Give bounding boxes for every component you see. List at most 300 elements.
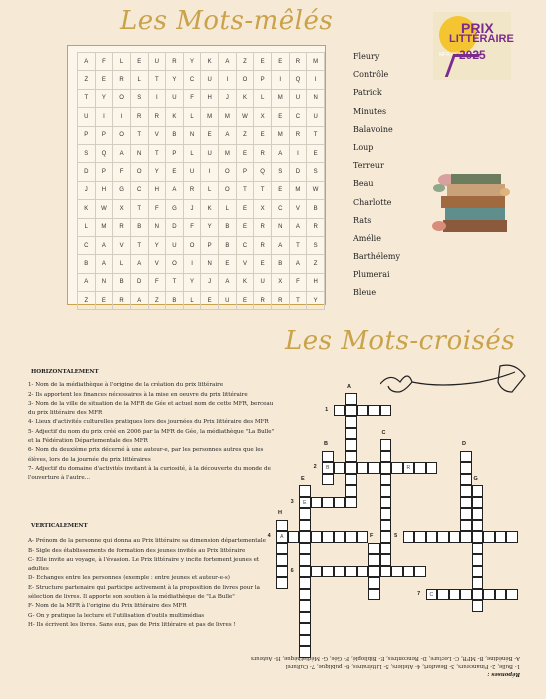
grid-cell[interactable]: D: [78, 163, 96, 181]
crossword-cell[interactable]: [414, 462, 426, 474]
grid-cell[interactable]: T: [148, 144, 166, 162]
grid-cell[interactable]: B: [130, 218, 148, 236]
grid-cell[interactable]: Y: [148, 236, 166, 254]
grid-cell[interactable]: O: [219, 181, 237, 199]
grid-cell[interactable]: U: [78, 108, 96, 126]
crossword-cell[interactable]: [334, 531, 346, 543]
crossword-cell[interactable]: [299, 531, 311, 543]
crossword-cell[interactable]: [449, 589, 461, 601]
crossword-cell[interactable]: [380, 543, 392, 555]
grid-cell[interactable]: L: [130, 71, 148, 89]
grid-cell[interactable]: Z: [148, 292, 166, 310]
crossword-cell[interactable]: [368, 566, 380, 578]
grid-cell[interactable]: E: [254, 126, 272, 144]
crossword-cell[interactable]: [506, 589, 518, 601]
grid-cell[interactable]: V: [236, 255, 254, 273]
grid-cell[interactable]: M: [219, 108, 237, 126]
grid-cell[interactable]: F: [148, 200, 166, 218]
grid-cell[interactable]: P: [254, 71, 272, 89]
crossword-cell[interactable]: [357, 531, 369, 543]
grid-cell[interactable]: R: [254, 144, 272, 162]
grid-cell[interactable]: M: [201, 108, 219, 126]
grid-cell[interactable]: K: [201, 53, 219, 71]
grid-cell[interactable]: C: [130, 181, 148, 199]
grid-cell[interactable]: R: [307, 218, 325, 236]
grid-cell[interactable]: Q: [289, 71, 307, 89]
grid-cell[interactable]: R: [113, 71, 131, 89]
grid-cell[interactable]: F: [113, 163, 131, 181]
grid-cell[interactable]: Y: [201, 218, 219, 236]
crossword-cell[interactable]: [345, 462, 357, 474]
grid-cell[interactable]: B: [307, 200, 325, 218]
crossword-cell[interactable]: [322, 566, 334, 578]
crossword-cell[interactable]: [460, 497, 472, 509]
crossword-cell[interactable]: B: [322, 462, 334, 474]
grid-cell[interactable]: A: [78, 53, 96, 71]
grid-cell[interactable]: I: [183, 255, 201, 273]
grid-cell[interactable]: T: [307, 126, 325, 144]
grid-cell[interactable]: R: [289, 126, 307, 144]
crossword-cell[interactable]: E: [299, 497, 311, 509]
grid-cell[interactable]: P: [166, 144, 184, 162]
grid-cell[interactable]: S: [271, 163, 289, 181]
grid-cell[interactable]: N: [130, 144, 148, 162]
grid-cell[interactable]: U: [183, 163, 201, 181]
crossword-cell[interactable]: [368, 577, 380, 589]
crossword-cell[interactable]: [276, 566, 288, 578]
grid-cell[interactable]: A: [271, 236, 289, 254]
crossword-cell[interactable]: [345, 428, 357, 440]
crossword-cell[interactable]: [472, 485, 484, 497]
grid-cell[interactable]: E: [236, 218, 254, 236]
grid-cell[interactable]: A: [219, 273, 237, 291]
grid-cell[interactable]: B: [271, 255, 289, 273]
grid-cell[interactable]: Y: [95, 89, 113, 107]
grid-cell[interactable]: U: [289, 89, 307, 107]
grid-cell[interactable]: B: [78, 255, 96, 273]
grid-cell[interactable]: G: [166, 200, 184, 218]
crossword-cell[interactable]: [403, 531, 415, 543]
grid-cell[interactable]: U: [219, 292, 237, 310]
grid-cell[interactable]: Y: [183, 273, 201, 291]
crossword-cell[interactable]: [299, 589, 311, 601]
crossword-cell[interactable]: [472, 531, 484, 543]
grid-cell[interactable]: N: [95, 273, 113, 291]
grid-cell[interactable]: Z: [236, 53, 254, 71]
grid-cell[interactable]: N: [148, 218, 166, 236]
grid-cell[interactable]: M: [289, 181, 307, 199]
crossword-cell[interactable]: [437, 531, 449, 543]
grid-cell[interactable]: T: [166, 273, 184, 291]
grid-cell[interactable]: P: [95, 126, 113, 144]
grid-cell[interactable]: M: [271, 89, 289, 107]
grid-cell[interactable]: V: [148, 126, 166, 144]
grid-cell[interactable]: X: [254, 200, 272, 218]
crossword-cell[interactable]: [495, 531, 507, 543]
grid-cell[interactable]: A: [95, 255, 113, 273]
grid-cell[interactable]: L: [113, 255, 131, 273]
grid-cell[interactable]: L: [254, 89, 272, 107]
grid-cell[interactable]: B: [166, 126, 184, 144]
crossword-cell[interactable]: [472, 508, 484, 520]
crossword-cell[interactable]: [299, 600, 311, 612]
crossword-cell[interactable]: [322, 474, 334, 486]
crossword-cell[interactable]: [276, 577, 288, 589]
crossword-cell[interactable]: [345, 416, 357, 428]
crossword-cell[interactable]: [345, 474, 357, 486]
crossword-cell[interactable]: [437, 589, 449, 601]
crossword-cell[interactable]: [368, 543, 380, 555]
grid-cell[interactable]: R: [166, 53, 184, 71]
grid-cell[interactable]: L: [113, 53, 131, 71]
crossword-cell[interactable]: [276, 554, 288, 566]
grid-cell[interactable]: D: [289, 163, 307, 181]
grid-cell[interactable]: A: [95, 236, 113, 254]
grid-cell[interactable]: B: [219, 218, 237, 236]
grid-cell[interactable]: L: [78, 218, 96, 236]
grid-cell[interactable]: O: [113, 89, 131, 107]
grid-cell[interactable]: Y: [183, 53, 201, 71]
grid-cell[interactable]: E: [271, 108, 289, 126]
crossword-cell[interactable]: [322, 451, 334, 463]
grid-cell[interactable]: B: [166, 292, 184, 310]
crossword-cell[interactable]: [460, 520, 472, 532]
grid-cell[interactable]: V: [289, 200, 307, 218]
grid-cell[interactable]: T: [254, 181, 272, 199]
grid-cell[interactable]: X: [113, 200, 131, 218]
crossword-cell[interactable]: [322, 531, 334, 543]
grid-cell[interactable]: Z: [78, 71, 96, 89]
crossword-cell[interactable]: [380, 566, 392, 578]
crossword-cell[interactable]: [357, 462, 369, 474]
grid-cell[interactable]: T: [130, 126, 148, 144]
grid-cell[interactable]: T: [130, 236, 148, 254]
grid-cell[interactable]: R: [130, 108, 148, 126]
crossword-cell[interactable]: [288, 531, 300, 543]
grid-cell[interactable]: E: [166, 163, 184, 181]
grid-cell[interactable]: I: [201, 163, 219, 181]
grid-cell[interactable]: R: [254, 218, 272, 236]
grid-cell[interactable]: U: [201, 144, 219, 162]
grid-cell[interactable]: L: [201, 181, 219, 199]
grid-cell[interactable]: A: [78, 273, 96, 291]
grid-cell[interactable]: H: [307, 273, 325, 291]
grid-cell[interactable]: U: [254, 273, 272, 291]
grid-cell[interactable]: A: [219, 126, 237, 144]
crossword-cell[interactable]: [495, 589, 507, 601]
grid-cell[interactable]: J: [219, 89, 237, 107]
crossword-cell[interactable]: [380, 451, 392, 463]
grid-cell[interactable]: R: [254, 292, 272, 310]
grid-cell[interactable]: L: [183, 144, 201, 162]
crossword-cell[interactable]: [322, 497, 334, 509]
crossword-cell[interactable]: [391, 462, 403, 474]
grid-cell[interactable]: M: [95, 218, 113, 236]
crossword-cell[interactable]: [426, 531, 438, 543]
crossword-cell[interactable]: [334, 497, 346, 509]
grid-cell[interactable]: U: [307, 108, 325, 126]
grid-cell[interactable]: I: [95, 108, 113, 126]
crossword-cell[interactable]: [368, 405, 380, 417]
crossword-cell[interactable]: [345, 393, 357, 405]
grid-cell[interactable]: C: [289, 108, 307, 126]
crossword-cell[interactable]: [299, 543, 311, 555]
crossword-cell[interactable]: [345, 497, 357, 509]
grid-cell[interactable]: U: [166, 89, 184, 107]
grid-cell[interactable]: H: [95, 181, 113, 199]
grid-cell[interactable]: A: [289, 255, 307, 273]
crossword-cell[interactable]: [483, 531, 495, 543]
crossword-cell[interactable]: A: [276, 531, 288, 543]
crossword-cell[interactable]: [357, 405, 369, 417]
crossword-cell[interactable]: [299, 554, 311, 566]
grid-cell[interactable]: C: [271, 200, 289, 218]
grid-cell[interactable]: F: [289, 273, 307, 291]
grid-cell[interactable]: Q: [254, 163, 272, 181]
grid-cell[interactable]: L: [183, 292, 201, 310]
grid-cell[interactable]: K: [236, 89, 254, 107]
grid-cell[interactable]: F: [183, 218, 201, 236]
grid-cell[interactable]: Z: [236, 126, 254, 144]
grid-cell[interactable]: S: [130, 89, 148, 107]
grid-cell[interactable]: E: [130, 53, 148, 71]
grid-cell[interactable]: N: [307, 89, 325, 107]
crossword-cell[interactable]: [299, 520, 311, 532]
grid-cell[interactable]: U: [166, 236, 184, 254]
grid-cell[interactable]: C: [236, 236, 254, 254]
crossword-cell[interactable]: [472, 589, 484, 601]
grid-cell[interactable]: P: [78, 126, 96, 144]
grid-cell[interactable]: C: [78, 236, 96, 254]
grid-cell[interactable]: A: [289, 218, 307, 236]
crossword-cell[interactable]: [276, 543, 288, 555]
grid-cell[interactable]: S: [307, 236, 325, 254]
grid-cell[interactable]: A: [166, 181, 184, 199]
grid-cell[interactable]: P: [95, 163, 113, 181]
crossword-cell[interactable]: [460, 508, 472, 520]
grid-cell[interactable]: M: [219, 144, 237, 162]
grid-cell[interactable]: E: [271, 181, 289, 199]
crossword-cell[interactable]: [299, 508, 311, 520]
grid-cell[interactable]: Z: [78, 292, 96, 310]
grid-cell[interactable]: O: [236, 71, 254, 89]
crossword-cell[interactable]: [299, 612, 311, 624]
crossword-cell[interactable]: [460, 474, 472, 486]
grid-cell[interactable]: I: [148, 89, 166, 107]
crossword-cell[interactable]: [311, 497, 323, 509]
grid-cell[interactable]: R: [271, 292, 289, 310]
crossword-cell[interactable]: [460, 462, 472, 474]
grid-cell[interactable]: B: [219, 236, 237, 254]
grid-cell[interactable]: I: [289, 144, 307, 162]
grid-cell[interactable]: B: [113, 273, 131, 291]
crossword-cell[interactable]: [334, 462, 346, 474]
crossword-cell[interactable]: [380, 439, 392, 451]
crossword-cell[interactable]: [345, 405, 357, 417]
grid-cell[interactable]: I: [113, 108, 131, 126]
crossword-cell[interactable]: [380, 485, 392, 497]
grid-cell[interactable]: R: [113, 292, 131, 310]
crossword-cell[interactable]: [368, 462, 380, 474]
grid-cell[interactable]: A: [130, 292, 148, 310]
grid-cell[interactable]: Q: [95, 144, 113, 162]
crossword-cell[interactable]: [506, 531, 518, 543]
crossword-cell[interactable]: [426, 462, 438, 474]
grid-cell[interactable]: K: [201, 200, 219, 218]
crossword-cell[interactable]: [311, 566, 323, 578]
grid-cell[interactable]: R: [148, 108, 166, 126]
grid-cell[interactable]: R: [254, 236, 272, 254]
crossword-cell[interactable]: [380, 520, 392, 532]
crossword-cell[interactable]: [380, 497, 392, 509]
grid-cell[interactable]: O: [130, 163, 148, 181]
grid-cell[interactable]: D: [166, 218, 184, 236]
grid-cell[interactable]: E: [271, 53, 289, 71]
grid-cell[interactable]: X: [254, 108, 272, 126]
grid-cell[interactable]: D: [130, 273, 148, 291]
grid-cell[interactable]: F: [183, 89, 201, 107]
grid-cell[interactable]: J: [201, 273, 219, 291]
grid-cell[interactable]: E: [95, 292, 113, 310]
crossword-cell[interactable]: [380, 462, 392, 474]
crossword-cell[interactable]: [460, 485, 472, 497]
crossword-cell[interactable]: [311, 531, 323, 543]
crossword-cell[interactable]: [299, 566, 311, 578]
grid-cell[interactable]: K: [236, 273, 254, 291]
grid-cell[interactable]: R: [183, 181, 201, 199]
grid-cell[interactable]: T: [289, 292, 307, 310]
grid-cell[interactable]: M: [307, 53, 325, 71]
grid-cell[interactable]: S: [307, 163, 325, 181]
grid-cell[interactable]: O: [166, 255, 184, 273]
grid-cell[interactable]: E: [236, 144, 254, 162]
crossword-cell[interactable]: [483, 589, 495, 601]
crossword-cell[interactable]: [345, 531, 357, 543]
crossword-cell[interactable]: [472, 600, 484, 612]
grid-cell[interactable]: X: [271, 273, 289, 291]
crossword-cell[interactable]: [380, 554, 392, 566]
grid-cell[interactable]: E: [236, 292, 254, 310]
grid-cell[interactable]: A: [271, 144, 289, 162]
crossword-cell[interactable]: [334, 405, 346, 417]
crossword-cell[interactable]: [299, 635, 311, 647]
grid-cell[interactable]: E: [201, 126, 219, 144]
crossword-cell[interactable]: [472, 497, 484, 509]
grid-cell[interactable]: W: [95, 200, 113, 218]
grid-cell[interactable]: C: [183, 71, 201, 89]
grid-cell[interactable]: L: [183, 108, 201, 126]
grid-cell[interactable]: H: [148, 181, 166, 199]
grid-cell[interactable]: A: [113, 144, 131, 162]
grid-cell[interactable]: Z: [307, 255, 325, 273]
crossword-cell[interactable]: [276, 520, 288, 532]
grid-cell[interactable]: W: [307, 181, 325, 199]
grid-cell[interactable]: T: [148, 71, 166, 89]
crossword-cell[interactable]: [380, 405, 392, 417]
grid-cell[interactable]: P: [236, 163, 254, 181]
grid-cell[interactable]: N: [201, 255, 219, 273]
grid-cell[interactable]: F: [95, 53, 113, 71]
crossword-cell[interactable]: [460, 589, 472, 601]
crossword-cell[interactable]: [460, 531, 472, 543]
grid-cell[interactable]: V: [148, 255, 166, 273]
grid-cell[interactable]: H: [201, 89, 219, 107]
crossword-cell[interactable]: [472, 554, 484, 566]
grid-cell[interactable]: K: [166, 108, 184, 126]
grid-cell[interactable]: P: [201, 236, 219, 254]
crossword-cell[interactable]: [368, 589, 380, 601]
crossword-cell[interactable]: [414, 531, 426, 543]
crossword-cell[interactable]: [391, 566, 403, 578]
crossword-cell[interactable]: [334, 566, 346, 578]
grid-cell[interactable]: F: [148, 273, 166, 291]
grid-cell[interactable]: N: [271, 218, 289, 236]
grid-cell[interactable]: O: [113, 126, 131, 144]
crossword-cell[interactable]: [357, 566, 369, 578]
crossword-cell[interactable]: [472, 520, 484, 532]
crossword-cell[interactable]: C: [426, 589, 438, 601]
crossword-cell[interactable]: [345, 566, 357, 578]
grid-cell[interactable]: I: [219, 71, 237, 89]
grid-cell[interactable]: Y: [166, 71, 184, 89]
grid-cell[interactable]: E: [254, 53, 272, 71]
grid-cell[interactable]: E: [254, 255, 272, 273]
crossword-cell[interactable]: [380, 508, 392, 520]
grid-cell[interactable]: S: [78, 144, 96, 162]
grid-cell[interactable]: O: [183, 236, 201, 254]
grid-cell[interactable]: M: [271, 126, 289, 144]
grid-cell[interactable]: R: [113, 218, 131, 236]
grid-cell[interactable]: U: [201, 71, 219, 89]
grid-cell[interactable]: G: [113, 181, 131, 199]
crossword-cell[interactable]: [299, 485, 311, 497]
crossword-cell[interactable]: [345, 451, 357, 463]
grid-cell[interactable]: E: [219, 255, 237, 273]
grid-cell[interactable]: U: [148, 53, 166, 71]
grid-cell[interactable]: N: [183, 126, 201, 144]
crossword-cell[interactable]: [368, 554, 380, 566]
grid-cell[interactable]: Y: [307, 292, 325, 310]
crossword-cell[interactable]: [380, 531, 392, 543]
grid-cell[interactable]: I: [307, 71, 325, 89]
grid-cell[interactable]: J: [183, 200, 201, 218]
grid-cell[interactable]: T: [78, 89, 96, 107]
grid-cell[interactable]: I: [271, 71, 289, 89]
grid-cell[interactable]: V: [113, 236, 131, 254]
grid-cell[interactable]: E: [201, 292, 219, 310]
crossword-cell[interactable]: [299, 577, 311, 589]
crossword-cell[interactable]: [449, 531, 461, 543]
crossword-cell[interactable]: [403, 566, 415, 578]
grid-cell[interactable]: Y: [148, 163, 166, 181]
grid-cell[interactable]: T: [130, 200, 148, 218]
grid-cell[interactable]: A: [219, 53, 237, 71]
grid-cell[interactable]: J: [78, 181, 96, 199]
crossword-cell[interactable]: [472, 577, 484, 589]
crossword-cell[interactable]: [345, 439, 357, 451]
crossword-cell[interactable]: [380, 474, 392, 486]
crossword-cell[interactable]: [472, 566, 484, 578]
grid-cell[interactable]: E: [95, 71, 113, 89]
crossword-cell[interactable]: R: [403, 462, 415, 474]
grid-cell[interactable]: R: [289, 53, 307, 71]
grid-cell[interactable]: E: [307, 144, 325, 162]
grid-cell[interactable]: L: [219, 200, 237, 218]
grid-cell[interactable]: W: [236, 108, 254, 126]
grid-cell[interactable]: A: [130, 255, 148, 273]
grid-cell[interactable]: T: [289, 236, 307, 254]
crossword-cell[interactable]: [460, 451, 472, 463]
